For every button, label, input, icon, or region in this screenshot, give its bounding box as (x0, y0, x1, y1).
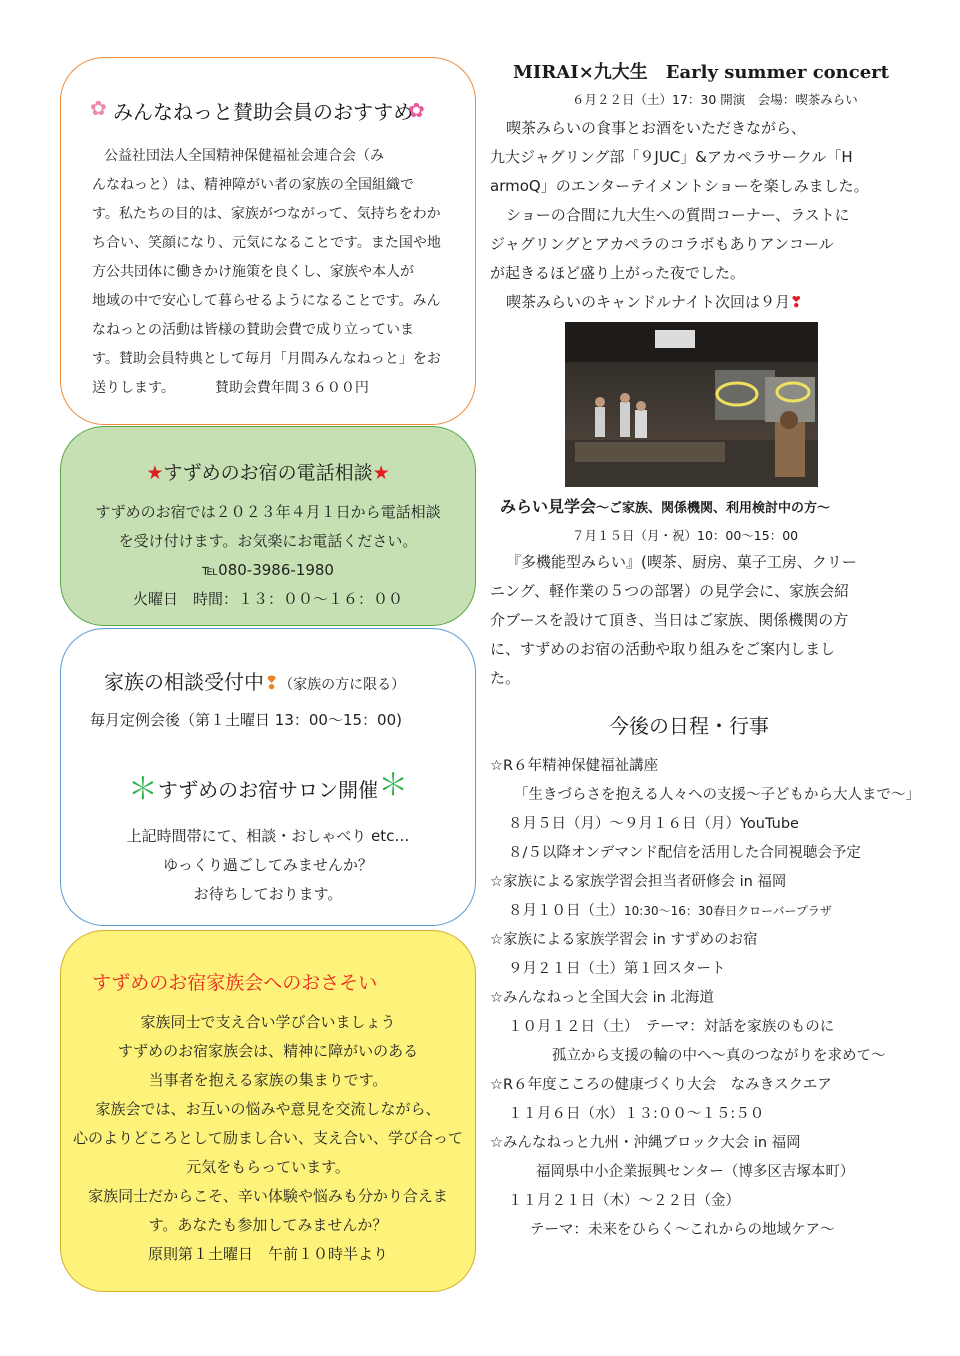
concert-date: ６月２２日（土）17：30 開演 会場：喫茶みらい (572, 92, 858, 107)
flower-icon: ✿ (90, 96, 107, 120)
phone-number[interactable]: ℡080-3986-1980 (202, 561, 334, 579)
salon-title-row (60, 760, 476, 808)
schedule-item: １１月２１日（木）～２２日（金） (508, 1193, 740, 1209)
schedule-item: ☆家族による家族学習会 in すずめのお宿 (490, 932, 758, 948)
heart-exclamation-icon: ❣ (789, 293, 803, 311)
concert-title: MIRAI×九大生 Early summer concert (513, 62, 889, 83)
schedule-item: ☆家族による家族学習会担当者研修会 in 福岡 (490, 874, 787, 890)
invite-title: すずめのお宿家族会へのおさそい (92, 972, 378, 994)
phone-title: すずめのお宿の電話相談 (163, 462, 373, 484)
family-consult-schedule: 毎月定例会後（第１土曜日 13：00～15：00) (90, 711, 402, 729)
schedule-title: 今後の日程・行事 (609, 714, 769, 738)
schedule-item: ☆R６年精神保健福祉講座 (490, 758, 659, 774)
schedule-item: 「生きづらさを抱える人々への支援～子どもから大人まで～」 (514, 787, 920, 803)
schedule-item: ☆みんなねっと九州・沖縄ブロック大会 in 福岡 (490, 1135, 801, 1151)
schedule-item: ☆みんなねっと全国大会 in 北海道 (490, 990, 714, 1006)
tour-subtitle: ～ご家族、関係機関、利用検討中の方～ (596, 501, 831, 516)
concert-body: 喫茶みらいの食事とお酒をいただきながら、 九大ジャグリング部「９JUC」&アカペラサークル「H armoQ」のエンターテイメントショーを楽しみました。 ショーの合間に九大生への質問コーナー、ラストに ジャグリングとアカペラのコラボもありアンコール が起きるほど盛り上がった夜でした。 喫茶みらいのキャンドルナイト次回は９月❣ (490, 119, 869, 311)
tour-title: みらい見学会 (500, 497, 597, 516)
schedule-item: テーマ：未来をひらく～これからの地域ケア～ (530, 1222, 835, 1238)
concert-photo-illustration (565, 322, 818, 487)
tour-body: 『多機能型みらい』(喫茶、厨房、菓子工房、クリー ニング、軽作業の５つの部署）の見学会に、家族会紹 介ブースを設けて頂き、当日はご家族、関係機関の方 に、すずめのお宿の活動や取り組みをご案内しまし た。 (490, 553, 857, 687)
star-icon: ★ (372, 462, 390, 484)
family-consult-note: （家族の方に限る） (279, 677, 406, 693)
salon-body: 上記時間帯にて、相談・おしゃべり etc… ゆっくり過ごしてみませんか？ お待ちしております。 (126, 827, 410, 903)
schedule-item: １１月６日（水）１３:００～１５:５０ (508, 1106, 765, 1122)
supporter-body: 公益社団法人全国精神保健福祉会連合会（み んなねっと）は、精神障がい者の家族の全国組織で す。私たちの目的は、家族がつながって、気持ちをわか ち合い、笑顔になり、元気になることです。また国や地 方公共団体に働きかけ施策を良くし、家族や本人が 地域の中で安心して暮らせるようになることです。みん なねっとの活動は皆様の賛助会費で成り立っていま す。賛助会員特典として毎月「月間みんなねっと」をお 送りします。 賛助会費年間３６００円 (92, 148, 441, 396)
invite-body: 家族同士で支え合い学び合いましょう すずめのお宿家族会は、精神に障がいのある 当事者を抱える家族の集まりです。 家族会では、お互いの悩みや意見を交流しながら、 心のよりどころとして励まし合い、支え合い、学び合って 元気をもらっています。 家族同士だからこそ、辛い体験や悩みも分かり合えま す。あなたも参加してみませんか？ 原則第１土曜日 午前１０時半より (72, 1013, 463, 1263)
asterisk-icon: ＊ (127, 772, 158, 807)
schedule-item: 孤立から支援の輪の中へ～真のつながりを求めて～ (552, 1048, 886, 1064)
schedule-item: １０月１２日（土） テーマ：対話を家族のものに (508, 1019, 835, 1035)
schedule-item: ８月５日（月）～９月１６日（月）YouTube (508, 816, 799, 832)
family-consult-title: 家族の相談受付中 (104, 670, 264, 694)
schedule-item: 福岡県中小企業振興センター（博多区吉塚本町） (536, 1164, 855, 1180)
exclamation-icon: ❢ (264, 673, 280, 694)
star-icon: ★ (146, 462, 164, 484)
family-consult-title-row (104, 666, 405, 695)
schedule-list (490, 752, 920, 1245)
asterisk-icon: ＊ (378, 768, 409, 803)
concert-photo (565, 322, 818, 487)
flower-icon: ✿ (408, 98, 425, 122)
tour-title-row (500, 494, 830, 517)
tour-date: ７月１５日（月・祝）10：00～15：00 (572, 528, 799, 543)
schedule-item: ８月１０日（土）10:30～16：30春日クローバープラザ (508, 903, 832, 919)
salon-title: すずめのお宿サロン開催 (157, 778, 379, 802)
schedule-item: ☆R６年度こころの健康づくり大会 なみきスクエア (490, 1077, 832, 1093)
supporter-title: みんなねっと賛助会員のおすすめ (113, 100, 414, 124)
phone-title-row (60, 458, 476, 485)
schedule-item: ９月２１日（土）第１回スタート (508, 961, 726, 977)
schedule-item: ８/５以降オンデマンド配信を活用した合同視聴会予定 (508, 845, 861, 861)
phone-body: すずめのお宿では２０２３年４月１日から電話相談 を受け付けます。お気楽にお電話ください。 ℡080-3986-1980 火曜日 時間：１３：００～１６：００ (60, 498, 476, 614)
